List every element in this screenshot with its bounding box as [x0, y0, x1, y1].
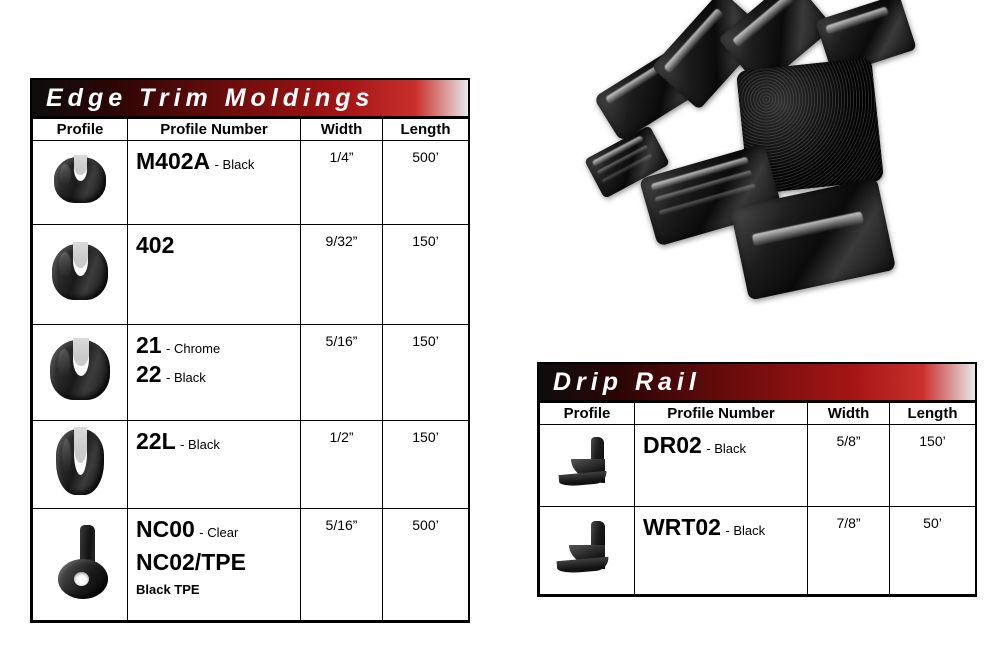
profile-number: 402: [136, 232, 175, 258]
table-header-row: [33, 119, 469, 141]
table-row: [33, 421, 469, 509]
table-row: [540, 425, 976, 507]
hook-profile-icon: [50, 525, 110, 599]
column-header-profile-number: Profile Number: [635, 403, 808, 425]
length-cell: 500’: [383, 509, 469, 621]
table-row: [540, 507, 976, 595]
length-cell: 50’: [890, 507, 976, 595]
profile-cell: [540, 507, 635, 595]
profile-number-cell: [128, 509, 301, 621]
profile-number-cell: [128, 225, 301, 325]
drip-rail-title-bar: [539, 364, 975, 402]
profile-number-cell: [635, 507, 808, 595]
profile-number-note: - Black: [180, 437, 220, 452]
j-rail-profile-icon: [555, 519, 619, 577]
column-header-profile: Profile: [33, 119, 128, 141]
u-clip-profile-icon: [56, 429, 104, 495]
column-header-length: Length: [383, 119, 469, 141]
edge-trim-title: Edge Trim Moldings: [46, 83, 375, 112]
length-cell: 150’: [890, 425, 976, 507]
profile-number-note: - Clear: [199, 525, 239, 540]
width-cell: 5/16”: [301, 509, 383, 621]
profile-number-cell: [128, 325, 301, 421]
edge-trim-table: [32, 118, 469, 621]
table-row: [33, 509, 469, 621]
u-clip-profile-icon: [52, 244, 108, 300]
column-header-width: Width: [808, 403, 890, 425]
column-header-width: Width: [301, 119, 383, 141]
column-header-profile: Profile: [540, 403, 635, 425]
table-row: [33, 225, 469, 325]
column-header-profile-number: Profile Number: [128, 119, 301, 141]
edge-trim-table-card: [30, 78, 470, 623]
width-cell: 5/8”: [808, 425, 890, 507]
profile-number-material-note: Black TPE: [136, 581, 200, 597]
u-clip-profile-icon: [54, 157, 106, 203]
table-row: [33, 141, 469, 225]
drip-rail-table: [539, 402, 976, 595]
profile-cell: [33, 325, 128, 421]
u-clip-profile-icon: [50, 340, 110, 400]
profile-number-cell: [635, 425, 808, 507]
j-rail-profile-icon: [555, 435, 619, 491]
profile-number-note: - Black: [725, 523, 766, 538]
table-row: [33, 325, 469, 421]
width-cell: 7/8”: [808, 507, 890, 595]
profile-cell: [33, 141, 128, 225]
length-cell: 150’: [383, 325, 469, 421]
drip-rail-table-card: [537, 362, 977, 597]
length-cell: 500’: [383, 141, 469, 225]
profile-number-note: - Black: [214, 157, 255, 172]
profile-number-cell: [128, 421, 301, 509]
profile-number: NC00: [136, 516, 195, 542]
profile-number: M402A: [136, 148, 211, 174]
profile-number: 22L: [136, 428, 176, 454]
profile-number-secondary-note: - Black: [166, 369, 206, 385]
width-cell: 5/16”: [301, 325, 383, 421]
profile-number: 21: [136, 332, 162, 358]
profile-number: WRT02: [643, 514, 721, 540]
profile-cell: [33, 509, 128, 621]
table-header-row: [540, 403, 976, 425]
profile-cell: [33, 421, 128, 509]
profile-number-note: - Chrome: [166, 341, 221, 356]
length-cell: 150’: [383, 225, 469, 325]
profile-cell: [540, 425, 635, 507]
column-header-length: Length: [890, 403, 976, 425]
profile-number-secondary: 22: [136, 360, 162, 387]
profile-number-secondary: NC02/TPE: [136, 548, 246, 575]
profile-number: DR02: [643, 432, 702, 458]
width-cell: 1/4”: [301, 141, 383, 225]
length-cell: 150’: [383, 421, 469, 509]
width-cell: 9/32”: [301, 225, 383, 325]
profile-number-note: - Black: [706, 441, 746, 456]
width-cell: 1/2”: [301, 421, 383, 509]
drip-rail-title: Drip Rail: [553, 367, 701, 396]
profile-number-cell: [128, 141, 301, 225]
product-photo: [560, 0, 980, 330]
edge-trim-title-bar: [32, 80, 468, 118]
profile-cell: [33, 225, 128, 325]
